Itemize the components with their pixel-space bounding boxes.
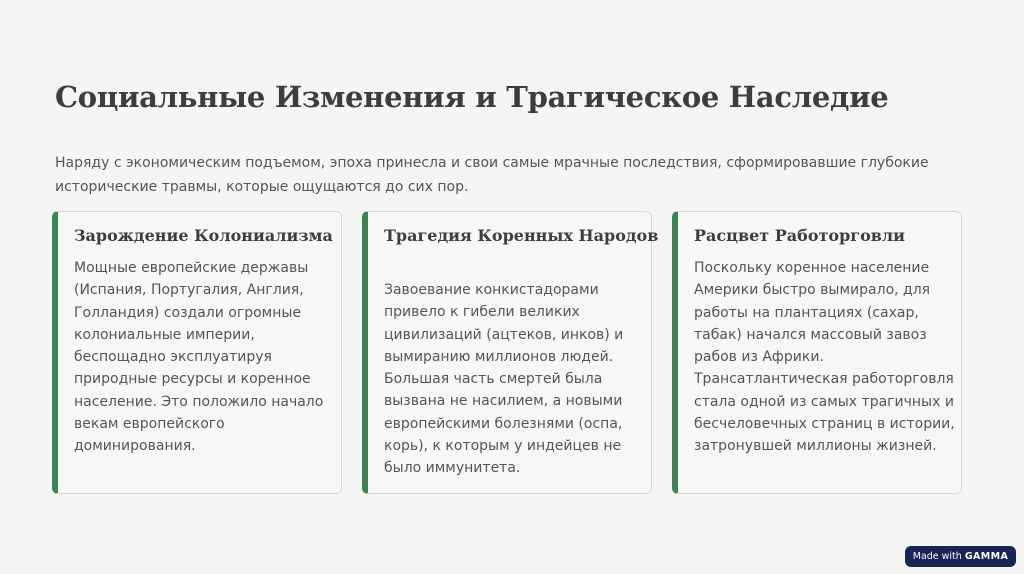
card-colonialism	[52, 211, 342, 494]
card-text: Завоевание конкистадорами привело к гибели великих цивилизаций (ацтеков, инков) и вымиранию миллионов людей. Большая часть смертей была вызвана не насилием, а новыми европейскими болезнями (оспа, корь), к которым у индейцев не было иммунитета.	[384, 282, 624, 477]
card-title: Расцвет Работорговли	[694, 226, 905, 245]
made-with-gamma-badge[interactable]	[905, 546, 1016, 567]
card-text: Мощные европейские державы (Испания, Португалия, Англия, Голландия) создали огромные колониальные империи, беспощадно эксплуатируя природные ресурсы и коренное население. Это положило начало векам европейского доминирования.	[74, 260, 324, 455]
card-text: Поскольку коренное население Америки быстро вымирало, для работы на плантациях (сахар, табак) начался массовый завоз рабов из Африки. Трансатлантическая работорговля стала одной из самых трагичных и бесчеловечных страниц в истории, затронувшей миллионы жизней.	[694, 260, 955, 455]
card-title: Зарождение Колониализма	[74, 226, 333, 245]
card-slave-trade	[672, 211, 962, 494]
card-title: Трагедия Коренных Народов	[384, 226, 659, 245]
badge-prefix: Made with	[912, 551, 962, 562]
gamma-logo: GAMMA	[964, 551, 1009, 562]
intro-paragraph: Наряду с экономическим подъемом, эпоха принесла и свои самые мрачные последствия, сформировавшие глубокие исторические травмы, которые ощущаются до сих пор.	[55, 155, 929, 195]
card-indigenous-tragedy	[362, 211, 659, 494]
slide-title: Социальные Изменения и Трагическое Наследие	[55, 80, 889, 114]
